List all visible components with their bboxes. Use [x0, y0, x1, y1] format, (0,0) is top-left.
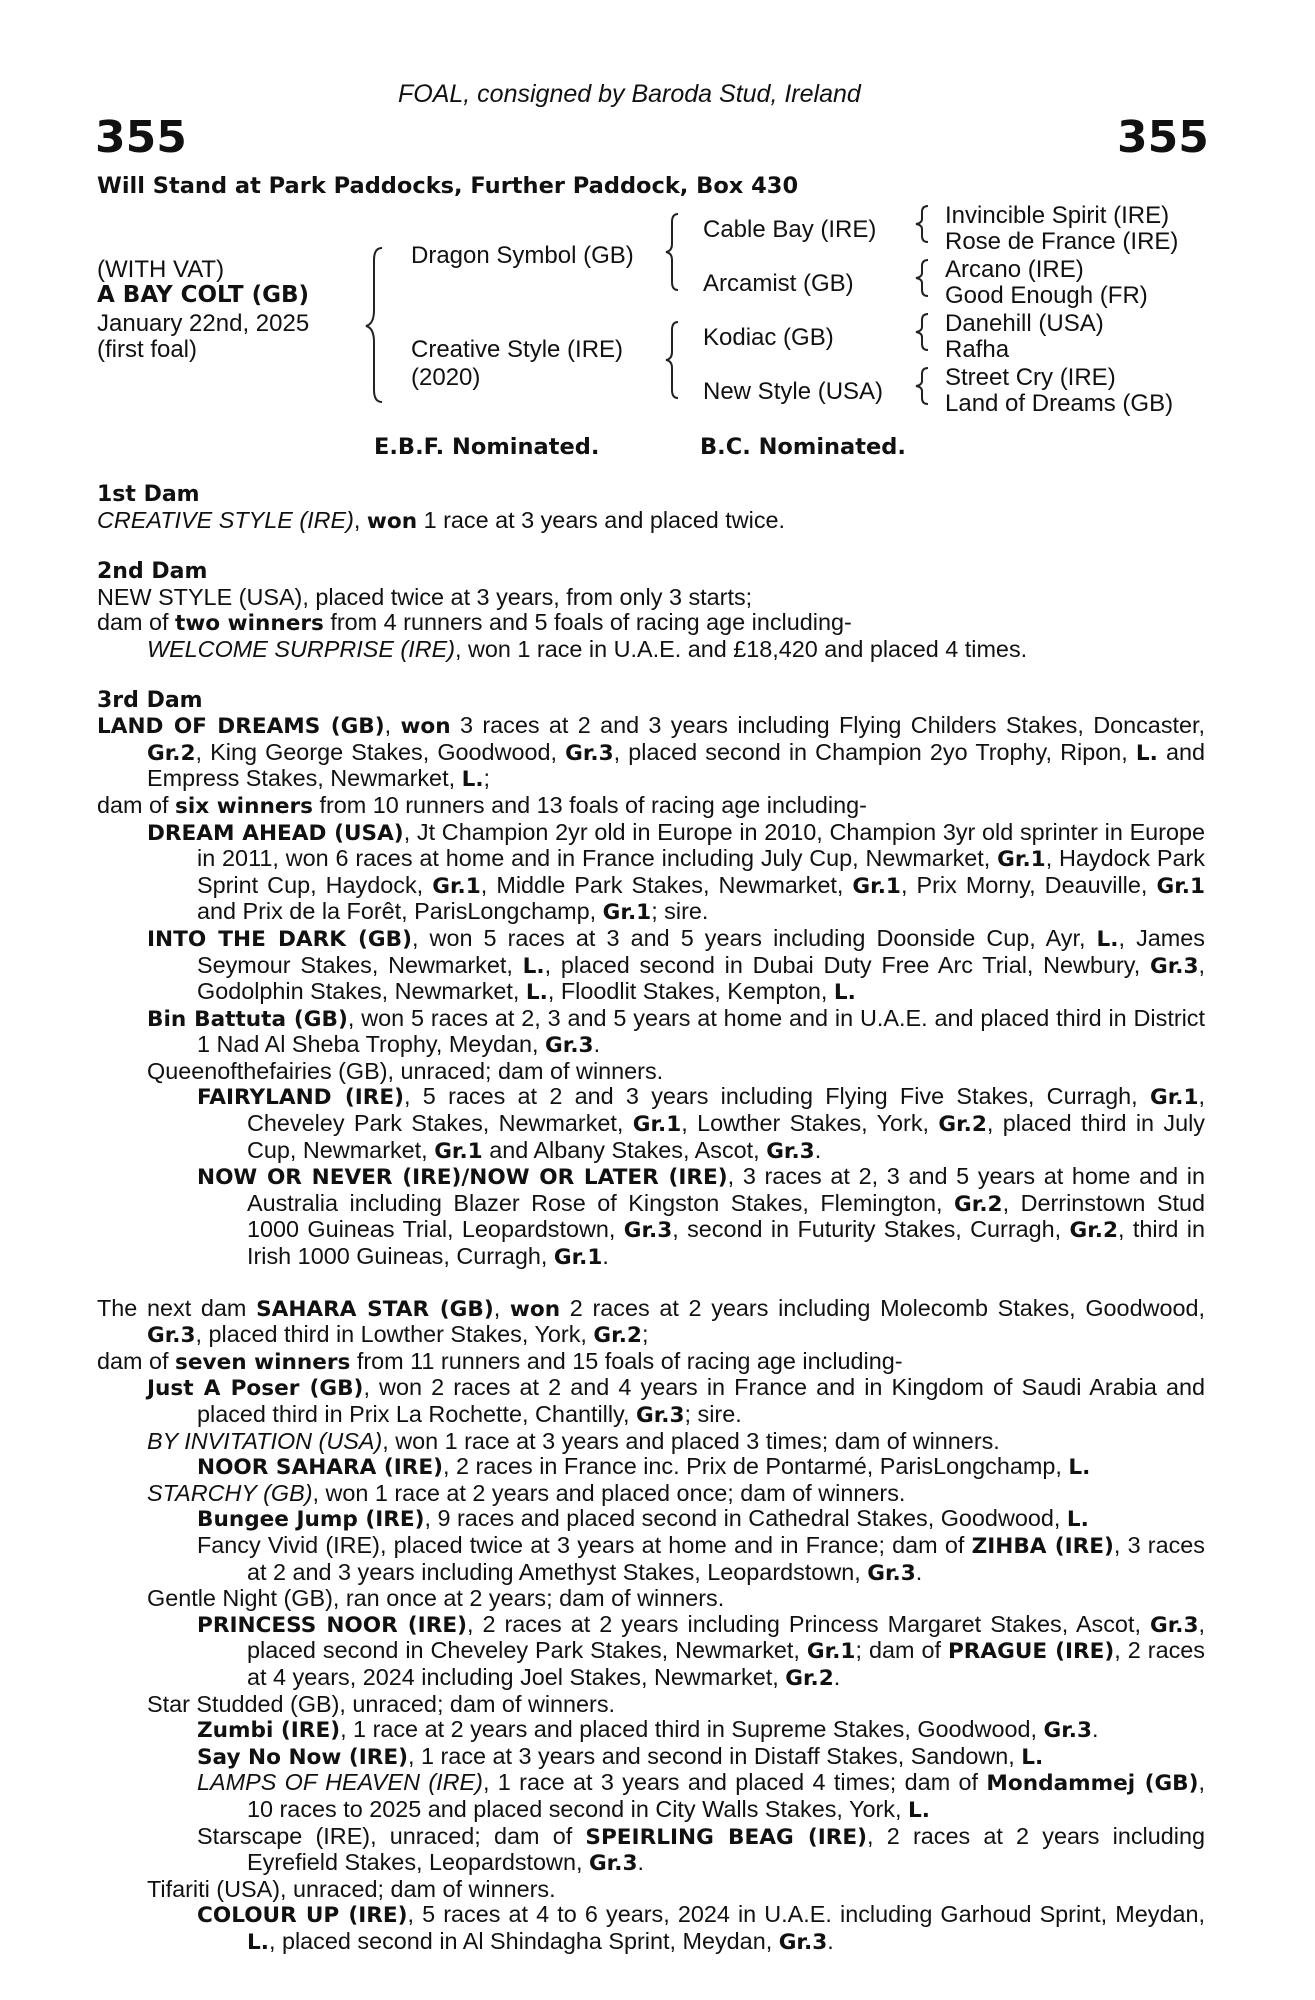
foal-name: A BAY COLT (GB): [97, 282, 310, 308]
pedigree-gen4-4: Good Enough (FR): [945, 282, 1148, 309]
list-item: FAIRYLAND (IRE), 5 races at 2 and 3 years including Flying Five Stakes, Curragh, Gr.1, Cheveley Park Stakes, Newmarket, Gr.1, Lowther Stakes, York, Gr.2, placed third in July Cup, Newmarket, Gr.1 and Albany Stakes, Ascot, Gr.3.: [197, 1083, 1205, 1164]
list-item: Just A Poser (GB), won 2 races at 2 and 4 years in France and in Kingdom of Saudi Arabia and placed third in Prix La Rochette, Chantilly, Gr.3; sire.: [147, 1374, 1206, 1428]
third-dam-entry: LAND OF DREAMS (GB), won 3 races at 2 and 3 years including Flying Childers Stakes, Doncaster, Gr.2, King George Stakes, Goodwood, Gr.3, placed second in Champion 2yo Trophy, Ripon, L. and Empress Stakes, Newmarket, L.;: [97, 712, 1206, 793]
list-item: Zumbi (IRE), 1 race at 2 years and placed third in Supreme Stakes, Goodwood, Gr.3.: [197, 1716, 1099, 1744]
pedigree-bracket-main: [360, 240, 400, 410]
dam-name: Creative Style (IRE): [411, 336, 624, 363]
next-dam-produce: dam of seven winners from 11 runners and 15 foals of racing age including-: [97, 1347, 903, 1375]
list-item: Star Studded (GB), unraced; dam of winners.: [147, 1690, 616, 1717]
stable-location: Will Stand at Park Paddocks, Further Paddock, Box 430: [97, 173, 799, 199]
list-item: Gentle Night (GB), ran once at 2 years; dam of winners.: [147, 1585, 725, 1612]
list-item: PRINCESS NOOR (IRE), 2 races at 2 years including Princess Margaret Stakes, Ascot, Gr.3, placed second in Cheveley Park Stakes, Newmarket, Gr.1; dam of PRAGUE (IRE), 2 races at 4 years, 2024 including Joel Stakes, Newmarket, Gr.2.: [197, 1610, 1205, 1691]
catalogue-body: [97, 482, 1205, 1955]
pedigree-gen3-4: New Style (USA): [703, 378, 884, 405]
pedigree-bracket-sire: [660, 206, 690, 296]
ebf-nomination: E.B.F. Nominated.: [374, 434, 600, 460]
pedigree-gen4-7: Street Cry (IRE): [945, 364, 1116, 391]
third-dam-produce: dam of six winners from 10 runners and 13 foals of racing age including-: [97, 791, 867, 819]
sire-name: Dragon Symbol (GB): [411, 242, 634, 269]
lot-number-right: 355: [1117, 112, 1209, 163]
pedigree-brackets-gen4: [910, 200, 938, 420]
list-item: LAMPS OF HEAVEN (IRE), 1 race at 3 years and placed 4 times; dam of Mondammej (GB), 10 races to 2025 and placed second in City Walls Stakes, York, L.: [197, 1769, 1206, 1823]
pedigree-gen4-8: Land of Dreams (GB): [945, 390, 1174, 417]
list-item: Queenofthefairies (GB), unraced; dam of winners.: [147, 1057, 664, 1084]
list-item: Bin Battuta (GB), won 5 races at 2, 3 and 5 years at home and in U.A.E. and placed third in District 1 Nad Al Sheba Trophy, Meydan, Gr.3.: [147, 1004, 1205, 1059]
pedigree-gen4-1: Invincible Spirit (IRE): [945, 202, 1170, 229]
pedigree-gen4-2: Rose de France (IRE): [945, 228, 1179, 255]
pedigree-gen4-6: Rafha: [945, 336, 1010, 363]
pedigree-gen3-1: Cable Bay (IRE): [703, 216, 877, 243]
first-dam-entry: CREATIVE STYLE (IRE), won 1 race at 3 years and placed twice.: [97, 506, 786, 534]
list-item: Tifariti (USA), unraced; dam of winners.: [147, 1875, 556, 1902]
pedigree-gen3-2: Arcamist (GB): [703, 270, 854, 297]
list-item: DREAM AHEAD (USA), Jt Champion 2yr old in Europe in 2010, Champion 3yr old sprinter in Europe in 2011, won 6 races at home and in France including July Cup, Newmarket, Gr.1, Haydock Park Sprint Cup, Haydock, Gr.1, Middle Park Stakes, Newmarket, Gr.1, Prix Morny, Deauville, Gr.1 and Prix de la Forêt, ParisLongchamp, Gr.1; sire.: [147, 818, 1206, 926]
bc-nomination: B.C. Nominated.: [700, 434, 906, 460]
list-item: Bungee Jump (IRE), 9 races and placed second in Cathedral Stakes, Goodwood, L.: [197, 1505, 1089, 1533]
second-dam-heading: 2nd Dam: [97, 559, 208, 585]
pedigree-gen4-3: Arcano (IRE): [945, 256, 1084, 283]
consignor-line: FOAL, consigned by Baroda Stud, Ireland: [398, 80, 861, 108]
list-item: Fancy Vivid (IRE), placed twice at 3 years at home and in France; dam of ZIHBA (IRE), 3 races at 2 and 3 years including Amethyst Stakes, Leopardstown, Gr.3.: [197, 1531, 1206, 1586]
lot-number-left: 355: [95, 112, 187, 163]
second-dam-entry: NEW STYLE (USA), placed twice at 3 years, from only 3 starts;: [97, 583, 753, 610]
next-dam-entry: The next dam SAHARA STAR (GB), won 2 races at 2 years including Molecomb Stakes, Goodwood, Gr.3, placed third in Lowther Stakes, York, Gr.2;: [97, 1294, 1205, 1349]
list-item: COLOUR UP (IRE), 5 races at 4 to 6 years, 2024 in U.A.E. including Garhoud Sprint, Meydan, L., placed second in Al Shindagha Sprint, Meydan, Gr.3.: [197, 1901, 1206, 1955]
list-item: INTO THE DARK (GB), won 5 races at 3 and 5 years including Doonside Cup, Ayr, L., James Seymour Stakes, Newmarket, L., placed second in Dubai Duty Free Arc Trial, Newbury, Gr.3, Godolphin Stakes, Newmarket, L., Floodlit Stakes, Kempton, L.: [147, 924, 1205, 1006]
list-item: BY INVITATION (USA), won 1 race at 3 years and placed 3 times; dam of winners.: [147, 1427, 1000, 1454]
list-item: Say No Now (IRE), 1 race at 3 years and second in Distaff Stakes, Sandown, L.: [197, 1742, 1044, 1770]
first-dam-heading: 1st Dam: [97, 482, 200, 507]
list-item: Starscape (IRE), unraced; dam of SPEIRLING BEAG (IRE), 2 races at 2 years including Eyrefield Stakes, Leopardstown, Gr.3.: [197, 1822, 1205, 1877]
list-item: NOOR SAHARA (IRE), 2 races in France inc. Prix de Pontarmé, ParisLongchamp, L.: [197, 1453, 1091, 1481]
vat-note: (WITH VAT): [97, 256, 225, 283]
foal-note: (first foal): [97, 336, 198, 363]
foal-dob: January 22nd, 2025: [97, 310, 310, 337]
third-dam-heading: 3rd Dam: [97, 687, 203, 713]
dam-year: (2020): [411, 364, 481, 391]
second-dam-winner: WELCOME SURPRISE (IRE), won 1 race in U.A.E. and £18,420 and placed 4 times.: [147, 635, 1028, 662]
list-item: STARCHY (GB), won 1 race at 2 years and placed once; dam of winners.: [147, 1479, 906, 1506]
pedigree-gen4-5: Danehill (USA): [945, 310, 1104, 337]
list-item: NOW OR NEVER (IRE)/NOW OR LATER (IRE), 3 races at 2, 3 and 5 years at home and in Australia including Blazer Rose of Kingston Stakes, Flemington, Gr.2, Derrinstown Stud 1000 Guineas Trial, Leopardstown, Gr.3, second in Futurity Stakes, Curragh, Gr.2, third in Irish 1000 Guineas, Curragh, Gr.1.: [197, 1163, 1205, 1271]
pedigree-gen3-3: Kodiac (GB): [703, 324, 834, 351]
second-dam-produce: dam of two winners from 4 runners and 5 foals of racing age including-: [97, 609, 852, 637]
pedigree-bracket-dam: [660, 314, 690, 404]
